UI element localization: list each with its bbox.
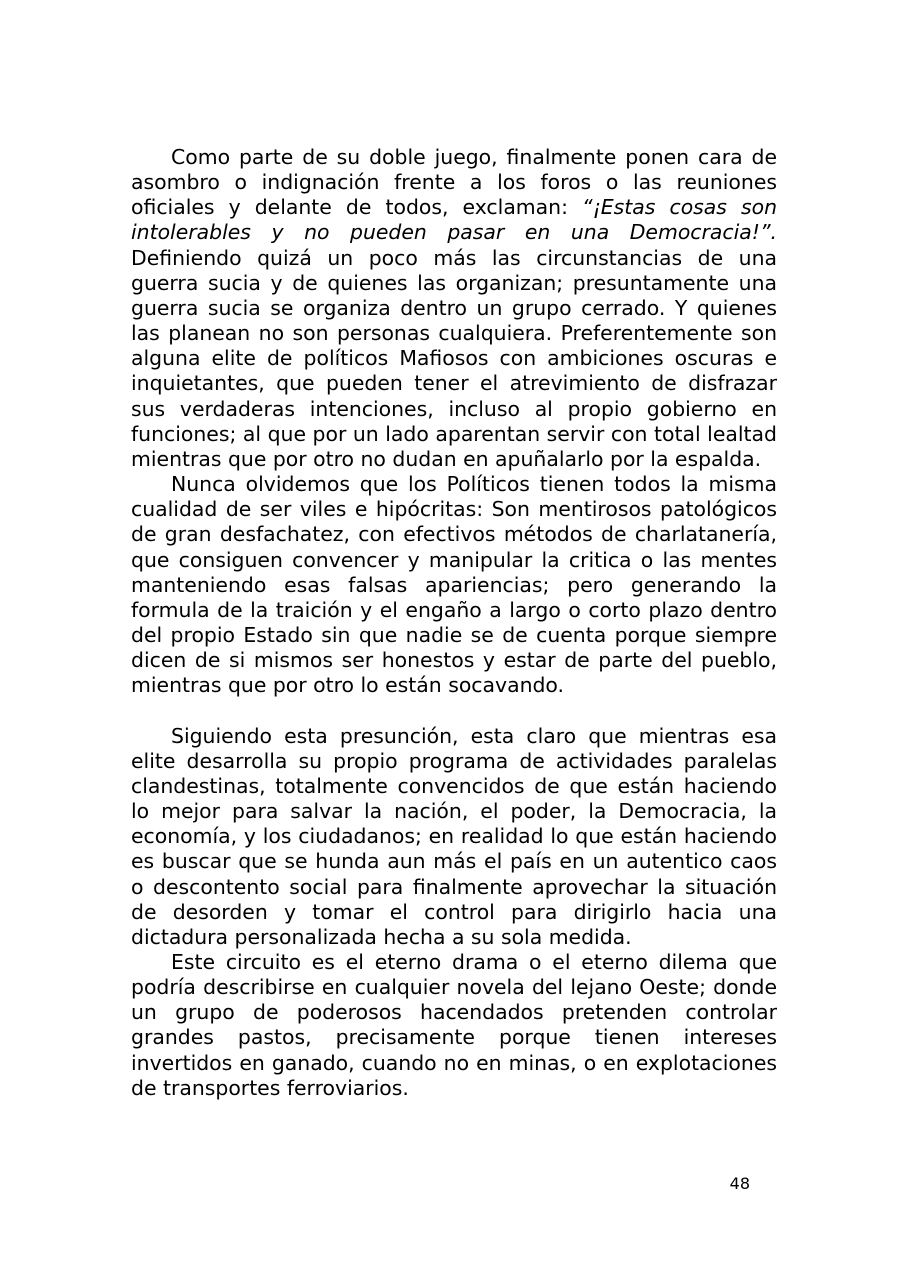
paragraph-1-lead: Como parte de su doble juego, finalmente ponen cara de asombro o indignación frente a los foros o las reuniones oficiales y delante de todos, exclaman: — [131, 145, 777, 220]
paragraph-4: Este circuito es el eterno drama o el eterno dilema que podría describirse en cualquier novela del lejano Oeste; donde un grupo de poderosos hacendados pretenden controlar grandes pastos, precisamente porque tienen intereses invertidos en ganado, cuando no en minas, o en explotaciones de transportes ferroviarios. — [131, 949, 777, 1100]
paragraph-2: Nunca olvidemos que los Políticos tienen todos la misma cualidad de ser viles e hipócritas: Son mentirosos patológicos de gran desfachatez, con efectivos métodos de charlatanería, que consiguen convencer y manipular la critica o las mentes manteniendo esas falsas apariencias; pero generando la formula de la traición y el engaño a largo o corto plazo dentro del propio Estado sin que nadie se de cuenta porque siempre dicen de si mismos ser honestos y estar de parte del pueblo, mientras que por otro lo están socavando. — [131, 472, 777, 698]
paragraph-1 — [131, 145, 777, 472]
body-text — [131, 145, 777, 1101]
paragraph-3: Siguiendo esta presunción, esta claro que mientras esa elite desarrolla su propio programa de actividades paralelas clandestinas, totalmente convencidos de que están haciendo lo mejor para salvar la nación, el poder, la Democracia, la economía, y los ciudadanos; en realidad lo que están haciendo es buscar que se hunda aun más el país en un autentico caos o descontento social para finalmente aprovechar la situación de desorden y tomar el control para dirigirlo hacia una dictadura personalizada hecha a su sola medida. — [131, 723, 777, 949]
paragraph-gap — [131, 698, 777, 723]
paragraph-1-quote: “¡Estas cosas son intolerables y no pueden pasar en una Democracia!”. — [131, 195, 777, 245]
page-number: 48 — [729, 1174, 750, 1193]
paragraph-1-rest: Definiendo quizá un poco más las circunstancias de una guerra sucia y de quienes las organizan; presuntamente una guerra sucia se organiza dentro un grupo cerrado. Y quienes las planean no son personas cualquiera. Preferentemente son alguna elite de políticos Mafiosos con ambiciones oscuras e inquietantes, que pueden tener el atrevimiento de disfrazar sus verdaderas intenciones, incluso al propio gobierno en funciones; al que por un lado aparentan servir con total lealtad mientras que por otro no dudan en apuñalarlo por la espalda. — [131, 245, 777, 471]
